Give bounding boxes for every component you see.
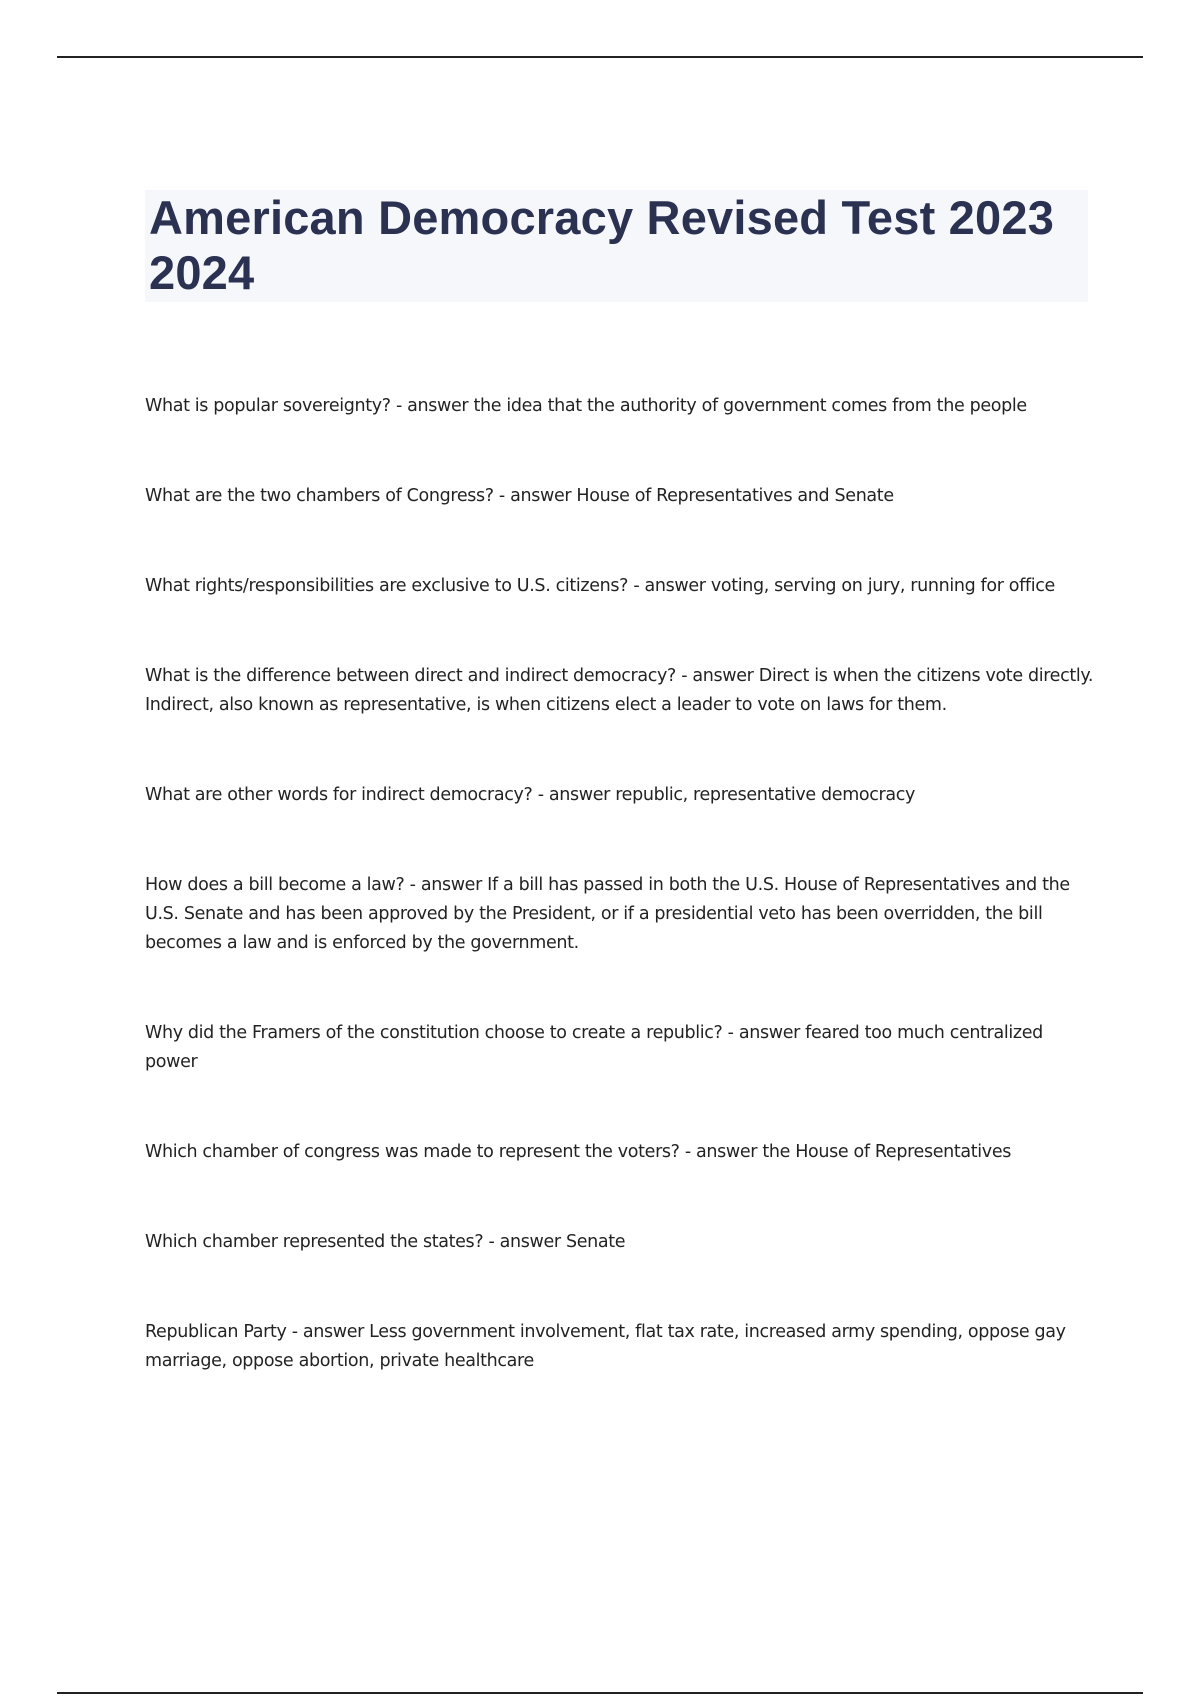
bottom-divider bbox=[57, 1692, 1143, 1694]
qa-item: Which chamber represented the states? - answer Senate bbox=[145, 1232, 626, 1252]
qa-item: What is the difference between direct and indirect democracy? - answer Direct is when the citizens vote directly. Indirect, also known as representative, is when citizens elect a leader to vote on laws for them. bbox=[145, 666, 1094, 715]
qa-item: What are the two chambers of Congress? - answer House of Representatives and Senate bbox=[145, 486, 894, 506]
title-block bbox=[145, 190, 1088, 302]
top-divider bbox=[57, 56, 1143, 58]
qa-item: What is popular sovereignty? - answer the idea that the authority of government comes from the people bbox=[145, 396, 1027, 416]
qa-item: What are other words for indirect democracy? - answer republic, representative democracy bbox=[145, 785, 916, 805]
qa-item: Which chamber of congress was made to represent the voters? - answer the House of Representatives bbox=[145, 1142, 1012, 1162]
qa-item: How does a bill become a law? - answer If a bill has passed in both the U.S. House of Representatives and the U.S. Senate and has been approved by the President, or if a presidential veto has been overridden, the bill becomes a law and is enforced by the government. bbox=[145, 875, 1070, 953]
qa-item: What rights/responsibilities are exclusive to U.S. citizens? - answer voting, serving on jury, running for office bbox=[145, 576, 1055, 596]
page-title: American Democracy Revised Test 2023 2024 bbox=[149, 191, 1055, 299]
qa-item: Why did the Framers of the constitution choose to create a republic? - answer feared too much centralized power bbox=[145, 1023, 1043, 1072]
qa-list bbox=[145, 392, 1095, 1437]
qa-item: Republican Party - answer Less government involvement, flat tax rate, increased army spending, oppose gay marriage, oppose abortion, private healthcare bbox=[145, 1322, 1066, 1371]
